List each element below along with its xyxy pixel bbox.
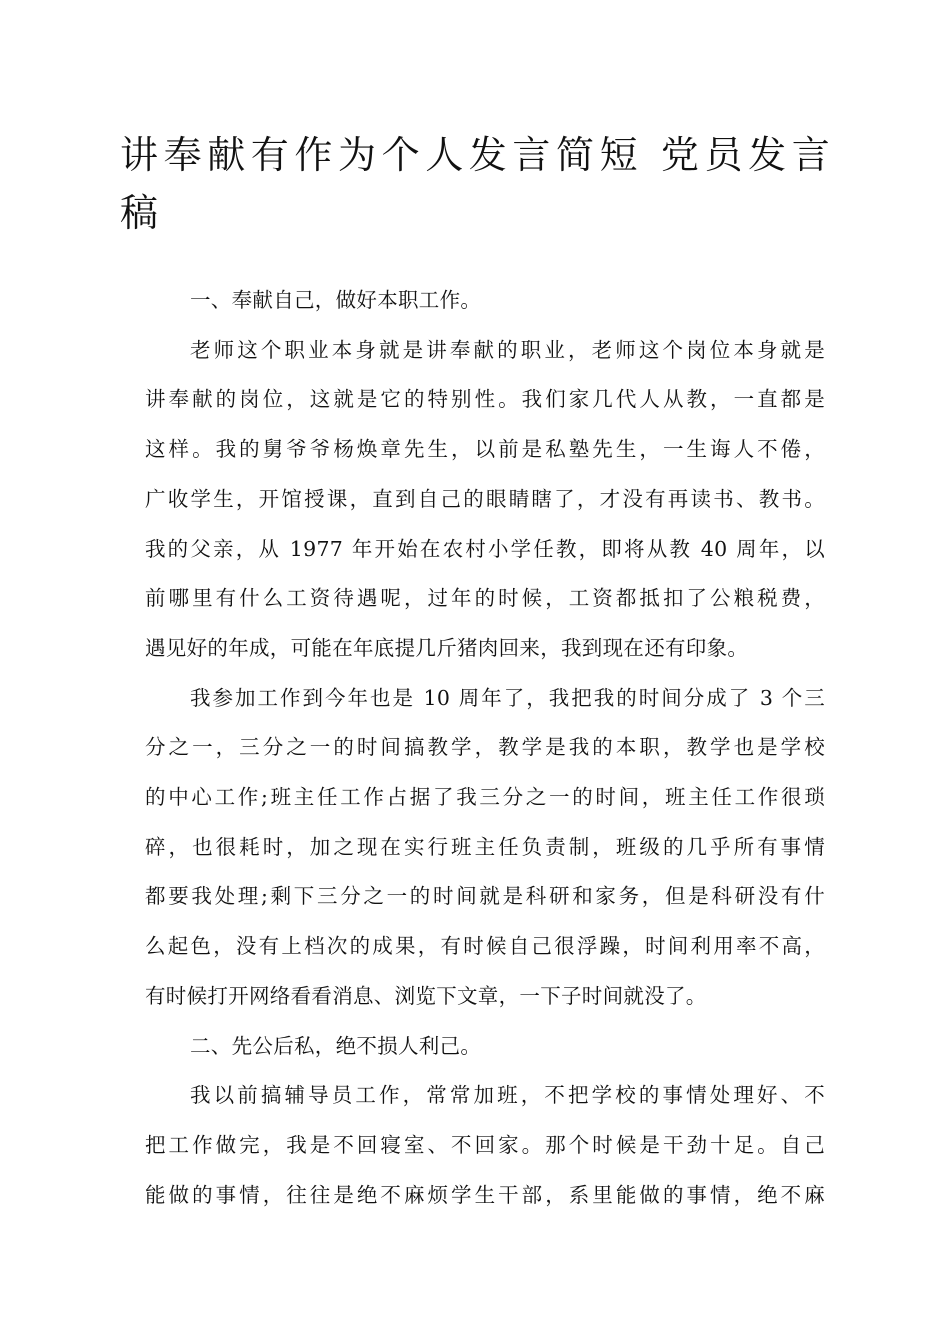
paragraph-line: 这样。我的舅爷爷杨焕章先生，以前是私塾先生，一生诲人不倦， (145, 437, 825, 462)
title-line: 稿 (120, 191, 159, 235)
paragraph-line: 把工作做完，我是不回寝室、不回家。那个时候是干劲十足。自己 (145, 1132, 825, 1157)
paragraph-line: 么起色，没有上档次的成果，有时候自己很浮躁，时间利用率不高， (145, 934, 825, 959)
paragraph-line: 老师这个职业本身就是讲奉献的职业，老师这个岗位本身就是 (190, 337, 825, 362)
title-line: 讲奉献有作为个人发言简短 党员发言 (120, 133, 830, 177)
paragraph-line: 前哪里有什么工资待遇呢，过年的时候，工资都抵扣了公粮税费， (145, 586, 825, 611)
paragraph-line: 能做的事情，往往是绝不麻烦学生干部，系里能做的事情，绝不麻 (145, 1182, 825, 1207)
section-heading (145, 1022, 825, 1072)
paragraph-line: 我参加工作到今年也是 10 周年了，我把我的时间分成了 3 个三 (190, 685, 825, 710)
paragraph-line: 二、先公后私，绝不损人利己。 (190, 1033, 482, 1058)
paragraph (145, 674, 825, 1022)
paragraph-line: 我的父亲，从 1977 年开始在农村小学任教，即将从教 40 周年，以 (145, 536, 825, 561)
paragraph-line: 的中心工作;班主任工作占据了我三分之一的时间，班主任工作很琐 (145, 785, 825, 810)
paragraph (145, 1071, 825, 1220)
paragraph-line: 一、奉献自己，做好本职工作。 (190, 288, 482, 312)
paragraph-line: 讲奉献的岗位，这就是它的特别性。我们家几代人从教，一直都是 (145, 387, 825, 412)
paragraph-line: 都要我处理;剩下三分之一的时间就是科研和家务，但是科研没有什 (145, 884, 825, 909)
paragraph-line: 遇见好的年成，可能在年底提几斤猪肉回来，我到现在还有印象。 (145, 635, 749, 660)
document-title (120, 126, 830, 242)
document-body (145, 276, 825, 1220)
paragraph-line: 有时候打开网络看看消息、浏览下文章，一下子时间就没了。 (145, 983, 707, 1008)
paragraph-line: 碎，也很耗时，加之现在实行班主任负责制，班级的几乎所有事情 (145, 834, 825, 859)
paragraph-line: 分之一，三分之一的时间搞教学，教学是我的本职，教学也是学校 (145, 735, 825, 760)
paragraph-line: 我以前搞辅导员工作，常常加班，不把学校的事情处理好、不 (190, 1083, 825, 1108)
section-heading (145, 276, 825, 326)
paragraph-line: 广收学生，开馆授课，直到自己的眼睛瞎了，才没有再读书、教书。 (145, 486, 825, 511)
paragraph (145, 326, 825, 674)
